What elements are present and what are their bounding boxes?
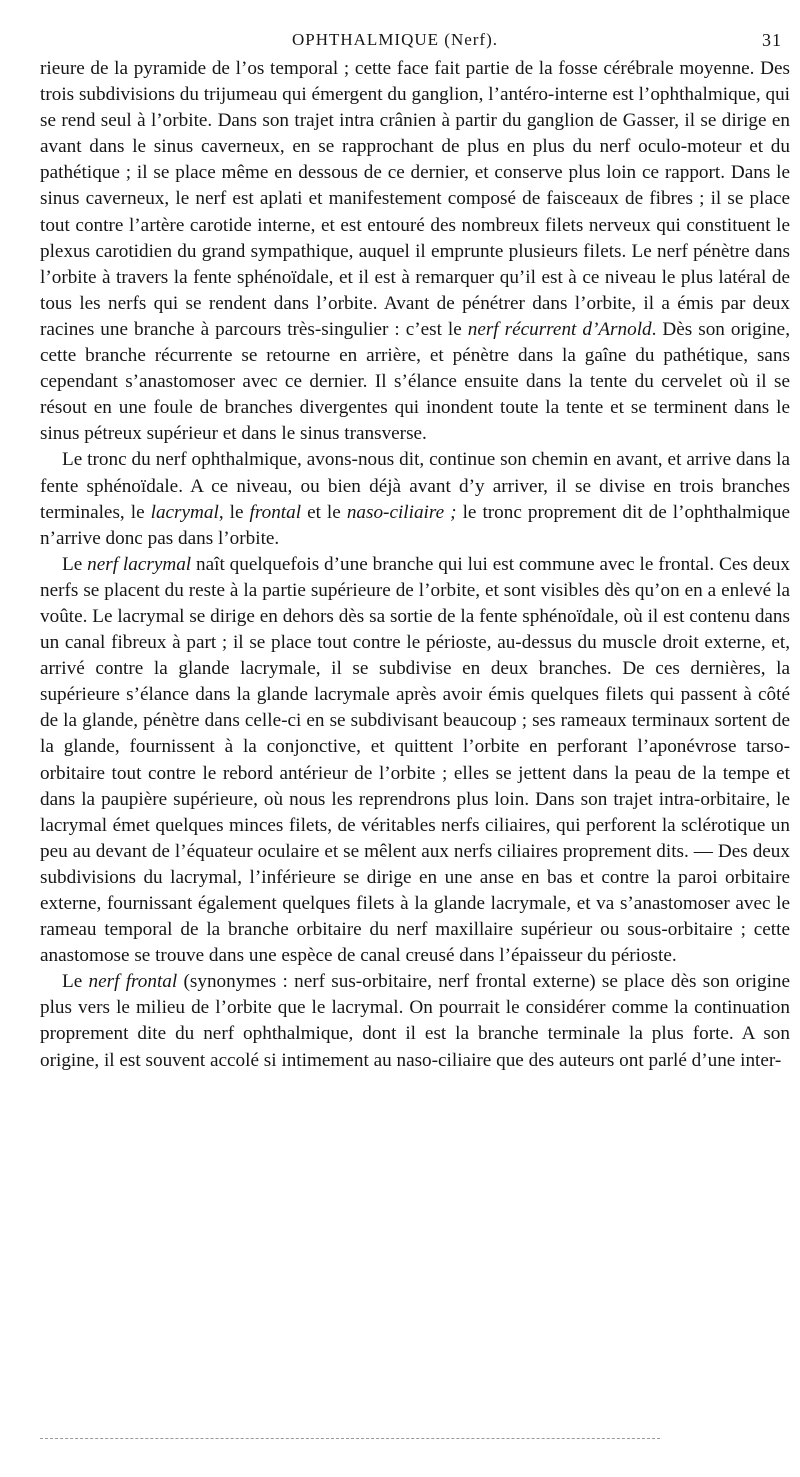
italic-term-lacrymal: lacrymal [150,501,219,523]
paragraph-text: rieure de la pyramide de l’os temporal ; cette face fait partie de la fosse cérébrale moyenne. Des trois subdivisions du trijumeau qui émergent du ganglion, l’antéro-interne est l’ophthalmique, qui se rend seul à l’orbite. Dans son trajet intra crânien à partir du ganglion de Gasser, il se dirige en avant dans le sinus caverneux, en se rapprochant de plus en plus du nerf oculo-moteur et du pathétique ; il se place même en dessous de ce dernier, et conserve plus loin ce rapport. Dans le sinus caverneux, le nerf est aplati et manifestement composé de faisceaux de fibres ; il se place tout contre l’artère carotide interne, et est entouré des nombreux filets nerveux qui constituent le plexus carotidien du grand sympathique, auquel il emprunte plusieurs filets. Le nerf pénètre dans l’orbite à travers la fente sphénoïdale, et il est à remarquer qu’il est à ce niveau le plus latéral de tous les nerfs qui se rendent dans l’orbite. Avant de pénétrer dans l’orbite, il a émis par deux racines une branche à parcours très-singulier : c’est le [40,58,790,340]
paragraph-text: , le [218,501,250,523]
paragraph-ophthalmic-trunk [40,447,790,551]
footer-rule [40,1438,660,1439]
paragraph-lacrymal-nerve [40,552,790,970]
paragraph-text: Le tronc du nerf ophthalmique, avons-nous dit, continue son chemin en avant, et arrive dans la fente sphénoïdale. A ce niveau, ou bien déjà avant d’y arriver, il se divise en trois branches terminales, le [40,449,790,523]
paragraph-ophthalmic-origin [40,56,790,447]
italic-term-frontal: frontal [249,501,302,523]
paragraph-text: le tronc proprement dit de l’ophthalmique n’arrive donc pas dans l’orbite. [40,501,791,549]
italic-term-lacrymal-nerve: nerf lacrymal [87,553,192,575]
paragraph-text: et le [301,501,347,523]
italic-term-frontal-nerve: nerf frontal [88,971,178,993]
running-title: OPHTHALMIQUE (Nerf). [291,30,498,49]
paragraph-frontal-nerve [40,969,790,1073]
italic-term-naso-ciliary: naso-ciliaire ; [346,501,457,523]
paragraph-text: Le [62,553,88,575]
paragraph-text: Le [62,971,89,993]
paragraph-text: (synonymes : nerf sus-orbitaire, nerf frontal externe) se place dès son origine plus vers le milieu de l’orbite que le lacrymal. On pourrait le considérer comme la continuation proprement dite du nerf ophthalmique, dont il est la branche terminale la plus forte. A son origine, il est souvent accolé si intimement au naso-ciliaire que des auteurs ont parlé d’une inter- [40,971,791,1071]
paragraph-text: naît quelquefois d’une branche qui lui est commune avec le frontal. Ces deux nerfs se placent du reste à la partie supérieure de l’orbite, et sont visibles dès qu’on en a enlevé la voûte. Le lacrymal se dirige en dehors dès sa sortie de la fente sphénoïdale, où il est contenu dans un canal fibreux à part ; il se place tout contre le périoste, au-dessus du muscle droit externe, et, arrivé contre la glande lacrymale, il se subdivise en deux branches. De ces dernières, la supérieure s’élance dans la glande lacrymale après avoir émis quelques filets qui passent à côté de la glande, pénètre dans celle-ci en se subdivisant beaucoup ; ses rameaux terminaux sortent de la glande, fournissent à la conjonctive, et quittent l’orbite en perforant l’aponévrose tarso-orbitaire tout contre le rebord antérieur de l’orbite ; elles se jettent dans la peau de la tempe et dans la paupière supérieure, où nous les reprendrons plus loin. Dans son trajet intra-orbitaire, le lacrymal émet quelques minces filets, de véritables nerfs ciliaires, qui perforent la sclérotique un peu au devant de l’équateur oculaire et se mêlent aux nerfs ciliaires proprement dits. — Des deux subdivisions du lacrymal, l’inférieure se dirige en une anse en bas et contre la paroi orbitaire externe, fournissant également quelques filets à la glande lacrymale, et va s’anastomoser avec le rameau temporal de la branche orbitaire du nerf maxillaire supérieur ou sous-orbitaire ; cette anastomose se trouve dans une espèce de canal creusé dans l’épaisseur du périoste. [40,553,790,967]
running-head [40,26,790,56]
body-text [40,56,790,1074]
paragraph-text: . Dès son origine, cette branche récurrente se retourne en arrière, et pénètre dans la gaîne du pathétique, sans cependant s’anastomoser avec ce dernier. Il s’élance ensuite dans la tente du cervelet où il se résout en une foule de branches divergentes qui inondent toute la tente et se terminent dans le sinus pétreux supérieur et dans le sinus transverse. [40,318,790,445]
italic-term-arnold-nerve: nerf récurrent d’Arnold [467,318,652,340]
page-number: 31 [762,30,782,50]
